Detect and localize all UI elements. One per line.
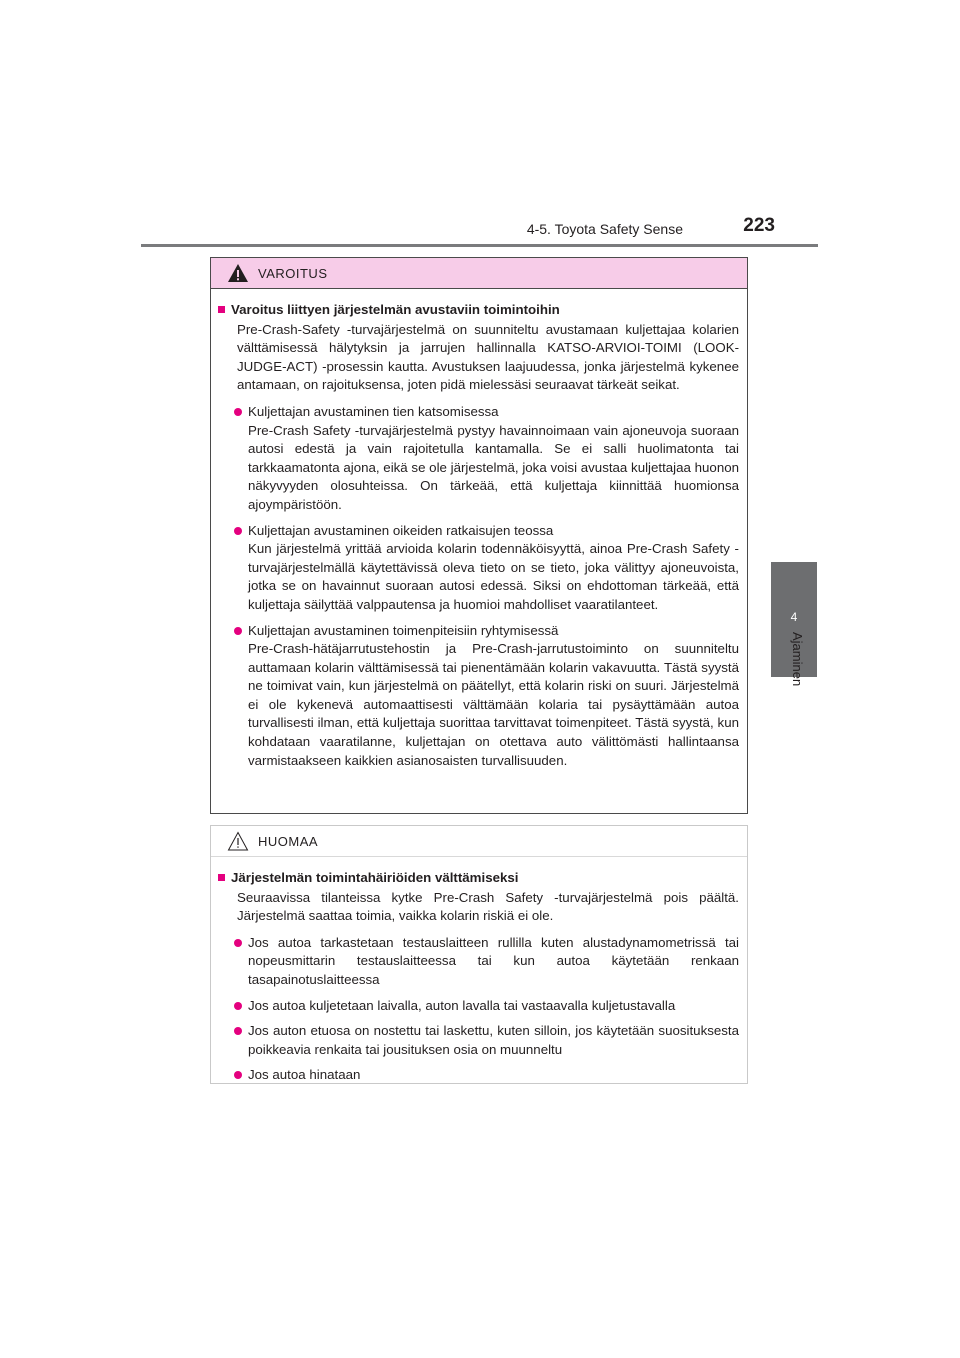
list-item [234, 1066, 739, 1085]
notice-topic [218, 869, 739, 888]
item-body: Pre-Crash Safety -turvajärjestelmä pystyy havainnoimaan vain ajoneuvoja suoraan autosi edestä ja vain rajoitetulla kantamalla. Se ei salli huolimatonta tai tarkkaamatonta ajona, eikä se ole järjestelmä, joka voisi avustaa kuljettajaa huonon näkyvyyden olosuhteissa. On tärkeää, että kuljettaja kiinnittää huomionsa ajoympäristöön. [248, 422, 739, 512]
item-title: Kuljettajan avustaminen oikeiden ratkaisujen teossa [248, 522, 554, 538]
warning-topic [218, 301, 739, 320]
warning-triangle-icon [227, 263, 249, 283]
warning-topic-text: Varoitus liittyen järjestelmän avustaviin toimintoihin [231, 302, 560, 317]
caution-triangle-outline-icon [227, 831, 249, 851]
notice-box-header [211, 826, 747, 857]
page-number: 223 [743, 215, 775, 236]
dot-bullet-icon [234, 939, 242, 947]
list-item [234, 1022, 739, 1059]
section-title: 4-5. Toyota Safety Sense [526, 221, 683, 237]
item-body: Pre-Crash-hätäjarrutustehostin ja Pre-Crash-jarrutustoiminto on suunniteltu auttamaan kolarin välttämisessä tai pienentämään kolarin vakavuutta. Tästä syystä ne toimivat vain, kun järjestelmä on päätellyt, että kolarin riski on suuri. Järjestelmä ei ole kykenevä automaattisesti välttämään kolaria tai pysäyttämään autoa turvallisesti ilman, että kuljettaja suorittaa tarvittavat toimenpiteet. Tästä syystä, kun kohdataan vaaratilanne, kuljettajan on otettava auto välittömästi hallintaansa varmistaakseen kaikkien asianosaisten turvallisuuden. [248, 641, 739, 768]
warning-box [210, 257, 748, 814]
chapter-label: Ajaminen [790, 632, 805, 687]
notice-box [210, 825, 748, 1084]
square-bullet-icon [218, 306, 225, 313]
list-item [234, 934, 739, 990]
notice-intro: Seuraavissa tilanteissa kytke Pre-Crash Safety -turvajärjestelmä pois päältä. Järjestelmä saattaa toimia, vaikka kolarin riskiä ei ole. [237, 889, 739, 924]
item-body: Jos autoa hinataan [248, 1067, 361, 1083]
dot-bullet-icon [234, 1002, 242, 1010]
item-body: Kun järjestelmä yrittää arvioida kolarin todennäköisyyttä, ainoa Pre-Crash Safety -turvajärjestelmällä käytettävissä oleva tieto on se tieto, joka välittyy ajoneuvoista, jotka se on havainnut suoraan autosi edessä. Siksi on ehdottoman tärkeää, että kuljettaja säilyttää valppautensa ja huomioi mahdolliset vaaratilanteet. [248, 541, 739, 612]
dot-bullet-icon [234, 1027, 242, 1035]
page-header [0, 0, 960, 250]
warning-box-body [211, 289, 747, 770]
list-item [234, 522, 739, 615]
notice-box-body [211, 857, 747, 1085]
item-title: Kuljettajan avustaminen tien katsomisessa [248, 403, 499, 419]
item-body: Jos autoa kuljetetaan laivalla, auton lavalla tai vastaavalla kuljetustavalla [248, 997, 676, 1013]
list-item [234, 622, 739, 771]
dot-bullet-icon [234, 527, 242, 535]
dot-bullet-icon [234, 627, 242, 635]
notice-heading: HUOMAA [258, 833, 319, 849]
header-divider [141, 244, 818, 247]
dot-bullet-icon [234, 408, 242, 416]
notice-topic-text: Järjestelmän toimintahäiriöiden välttämiseksi [231, 870, 519, 885]
item-body: Jos auton etuosa on nostettu tai laskettu, kuten silloin, jos käytetään suosituksesta poikkeavia renkaita tai jousituksen osia on muunneltu [248, 1023, 739, 1057]
square-bullet-icon [218, 874, 225, 881]
warning-heading: VAROITUS [258, 265, 328, 281]
list-item [234, 403, 739, 515]
chapter-number: 4 [790, 610, 798, 624]
warning-intro: Pre-Crash-Safety -turvajärjestelmä on suunniteltu avustamaan kuljettajaa kolarien välttämisessä hälytyksin ja jarrujen hallinnalla KATSO-ARVIOI-TOIMI (LOOK-JUDGE-ACT) -prosessin kautta. Avustuksen laajuudessa, jonka järjestelmä kykenee antamaan, on rajoituksensa, joten pidä mielessäsi seuraavat tärkeät seikat. [237, 321, 739, 393]
list-item [234, 997, 739, 1016]
item-body: Jos autoa tarkastetaan testauslaitteen rullilla kuten alustadynamometrissä tai nopeusmittarin testauslaitteessa tai kun autoa käytetään renkaan tasapainotuslaitteessa [248, 934, 739, 987]
dot-bullet-icon [234, 1071, 242, 1079]
warning-box-header [211, 258, 747, 289]
item-title: Kuljettajan avustaminen toimenpiteisiin ryhtymisessä [248, 622, 559, 638]
